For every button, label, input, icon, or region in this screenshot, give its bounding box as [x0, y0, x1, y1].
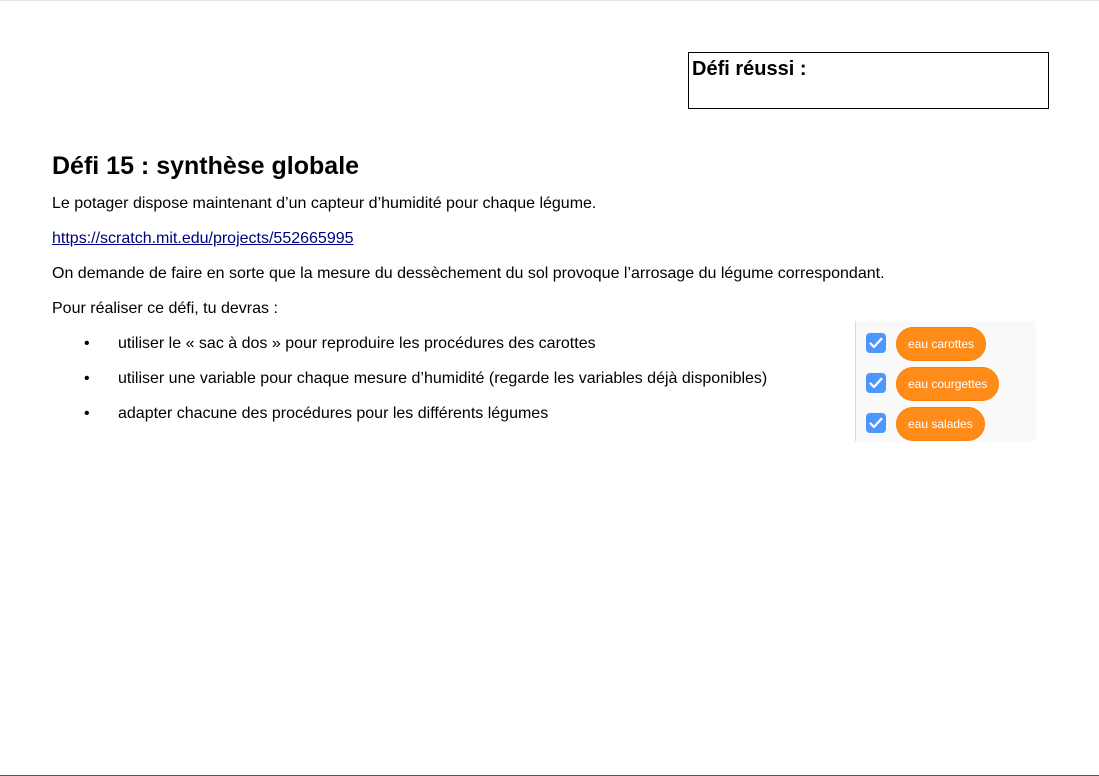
bullet-text: adapter chacune des procédures pour les différents légumes — [118, 405, 549, 422]
success-label: Défi réussi : — [692, 58, 807, 80]
success-box — [688, 52, 1049, 109]
bullet-marker: • — [84, 335, 90, 352]
bullet-text: utiliser une variable pour chaque mesure d’humidité (regarde les variables déjà disponibles) — [118, 370, 768, 387]
check-icon — [869, 377, 883, 389]
request-paragraph: On demande de faire en sorte que la mesure du dessèchement du sol provoque l’arrosage du légume correspondant. — [52, 265, 885, 282]
variable-checkbox[interactable] — [866, 373, 886, 393]
variable-checkbox[interactable] — [866, 413, 886, 433]
variable-block-eau-carottes[interactable]: eau carottes — [896, 327, 986, 361]
intro-paragraph: Le potager dispose maintenant d’un capteur d’humidité pour chaque légume. — [52, 195, 597, 212]
challenge-title: Défi 15 : synthèse globale — [52, 152, 360, 180]
bullet-marker: • — [84, 370, 90, 387]
variable-block-eau-courgettes[interactable]: eau courgettes — [896, 367, 999, 401]
top-divider — [0, 0, 1099, 1]
check-icon — [869, 417, 883, 429]
bullet-marker: • — [84, 405, 90, 422]
scratch-variables-panel — [855, 321, 1036, 441]
variable-block-eau-salades[interactable]: eau salades — [896, 407, 985, 441]
variable-checkbox[interactable] — [866, 333, 886, 353]
check-icon — [869, 337, 883, 349]
instructions-intro: Pour réaliser ce défi, tu devras : — [52, 300, 278, 317]
project-link-paragraph — [52, 230, 354, 248]
project-link[interactable]: https://scratch.mit.edu/projects/552665995 — [52, 230, 354, 247]
bullet-text: utiliser le « sac à dos » pour reproduire les procédures des carottes — [118, 335, 596, 352]
